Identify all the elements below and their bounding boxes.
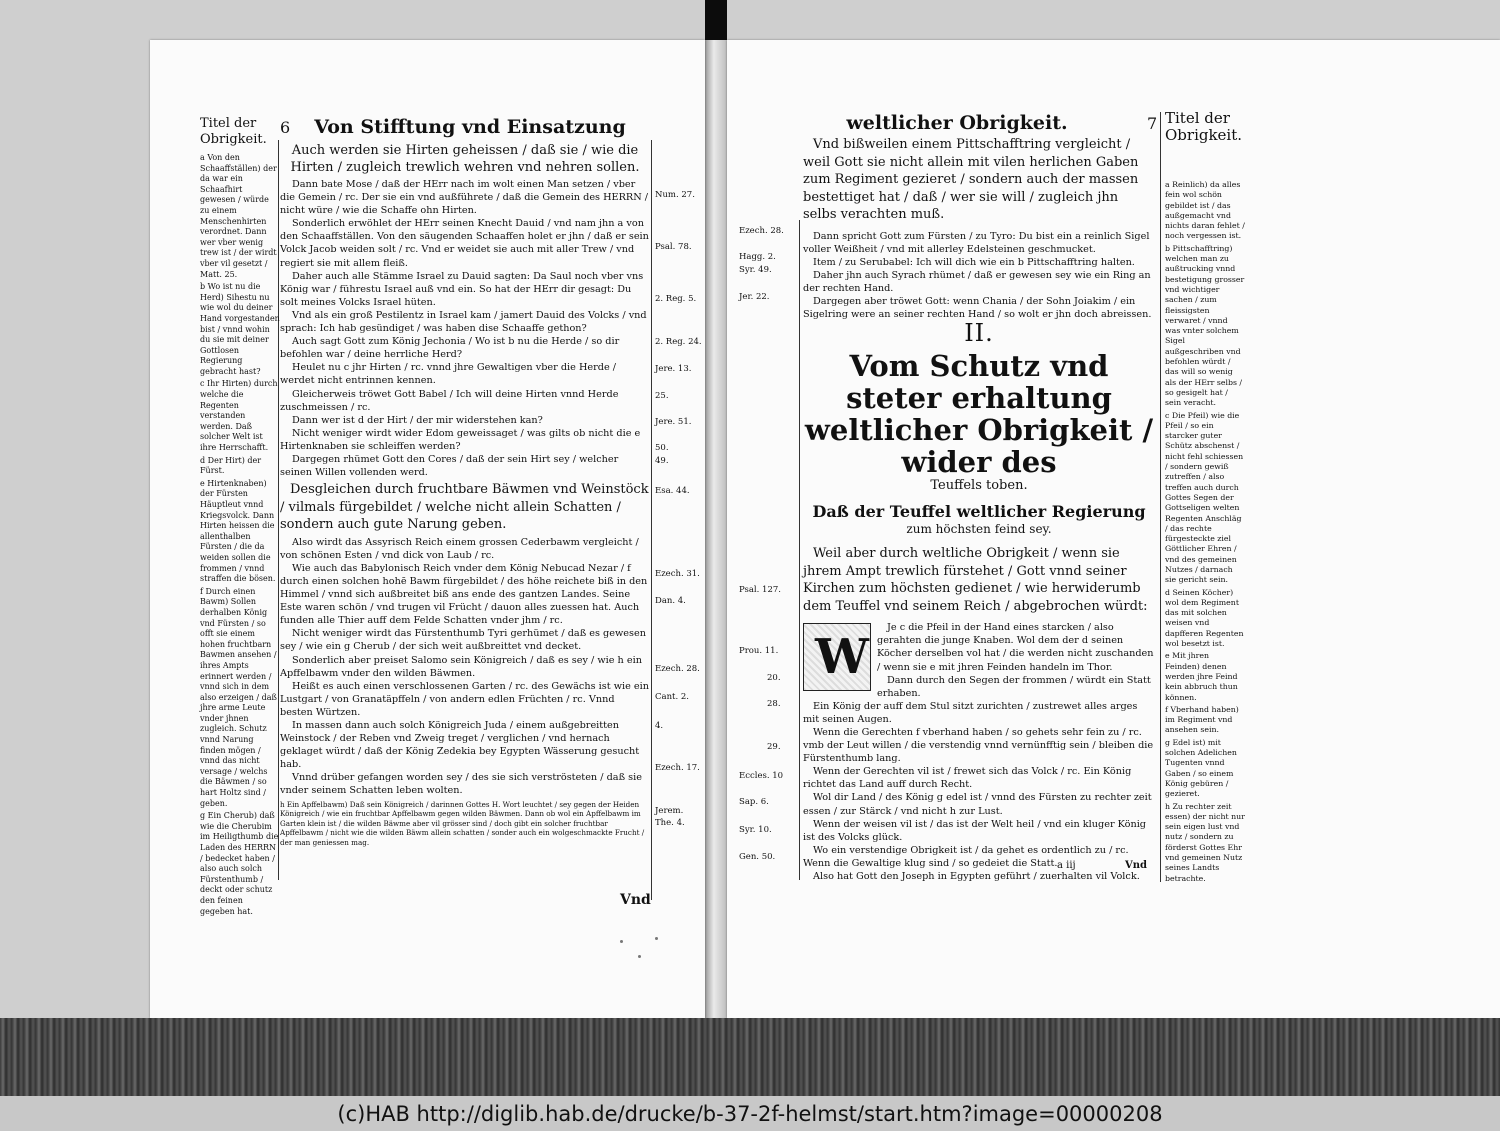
right-page xyxy=(727,40,1500,1018)
scripture-ref: Syr. 49. xyxy=(739,265,772,275)
paragraph: Dargegen rhümet Gott den Cores / daß der sein Hirt sey / welcher seinen Willen vollenden werd. xyxy=(280,453,619,479)
main-text xyxy=(803,136,1155,883)
specks xyxy=(655,937,658,940)
lead-heading: Auch werden sie Hirten geheissen / daß sie / wie die Hirten / zugleich trewlich wehren vnd nehren sollen. xyxy=(290,143,640,175)
scripture-ref: Ezech. 28. xyxy=(739,226,784,236)
scripture-ref: 4. xyxy=(655,721,664,731)
paragraph: Also hat Gott den Joseph in Egypten geführt / zuerhalten vil Volck. xyxy=(813,871,1140,883)
chapter-title-end: Teuffels toben. xyxy=(930,478,1028,494)
paragraph: Heulet nu c jhr Hirten / rc. vnnd jhre Gewaltigen vber die Herde / werdet nicht entrinnen kennen. xyxy=(280,362,617,387)
paragraph: Dargegen aber tröwet Gott: wenn Chania / der Sohn Joiakim / ein Sigelring were an seiner rechten Hand / so wolt er jhn doch abreissen. xyxy=(803,295,1152,321)
dropcap-text: Je c die Pfeil in der Hand eines starcken / also gerahten die junge Knaben. Wol dem der d seinen Köcher derselben vol hat / die werden nicht zuschanden / wenn sie e mit jhren Feinden handeln im Thor. xyxy=(877,622,1154,673)
page-number: 7 xyxy=(1147,114,1158,133)
dropcap-paragraph xyxy=(803,621,1155,685)
margin-notes xyxy=(200,153,280,919)
left-page xyxy=(150,40,705,1018)
footnote: h Ein Apffelbawm) Daß sein Königreich / darinnen Gottes H. Wort leuchtet / sey gegen der Heiden Königreich / wie ein fruchtbar Apffelbawm gegen wilden Bäwmen. Dann ob wol ein Apffelbawm im Garten klein ist / die wilden Bäwme aber vil grösser sind / doch gibt ein solcher fruchtbar Apffelbawm / nicht wie die wilden Bäwm allein schatten / sonder auch ein wolgeschmackte Frucht / der man geniessen mag. xyxy=(280,799,645,847)
book-gutter xyxy=(705,40,727,1018)
margin-note: d Seinen Köcher) wol dem Regiment das mit solchen weisen vnd dapfferen Regenten wol besetzt ist. xyxy=(1165,587,1244,649)
scripture-ref: Cant. 2. xyxy=(655,692,689,702)
right-margin-rule xyxy=(1160,112,1161,882)
margin-note: c Die Pfeil) wie die Pfeil / so ein starcker guter Schütz abschenst / nicht fehl schiessen / sondern gewiß zutreffen / also treffen auch durch Gottes Segen der Gottseligen welten Regenten Anschläg / das rechte fürgesteckte ziel Göttlicher Ehren / vnd des gemeinen Nutzes / darnach sie gericht sein. xyxy=(1165,410,1244,585)
scripture-ref: Esa. 44. xyxy=(655,486,690,496)
ornamental-initial: W xyxy=(803,623,871,691)
margin-note: f Vberhand haben) im Regiment vnd ansehen sein. xyxy=(1165,704,1239,735)
margin-note: e Hirtenknaben) der Fürsten Häuptleut vnnd Kriegsvolck. Dann Hirten heissen die allenthalben Fürsten / die da weiden sollen die frommen / vnnd straffen die bösen. xyxy=(200,478,276,584)
paragraph: Item / zu Serubabel: Ich will dich wie ein b Pittschafftring halten. xyxy=(813,256,1135,268)
margin-note: a Reinlich) da alles fein wol schön gebildet ist / das außgemacht vnd nichts daran fehlet / noch vergessen ist. xyxy=(1165,180,1245,241)
margin-note: e Mit jhren Feinden) denen werden jhre Feind kein abbruch thun können. xyxy=(1165,651,1238,702)
right-margin-rule xyxy=(651,140,652,900)
margin-title: Titel der Obrigkeit. xyxy=(1165,109,1243,144)
margin-note: a Von den Schaaffställen) der da war ein Schaafhirt gewesen / würde zu einem Menschenhirten verordnet. Dann wer vber wenig trew ist / der wirdt vber vil gesetzt / Matt. 25. xyxy=(200,153,277,279)
paragraph: Gleicherweis tröwet Gott Babel / Ich will deine Hirten vnnd Herde zuschmeissen / rc. xyxy=(280,388,619,413)
paragraph: Wenn die Gerechten f vberhand haben / so gehets sehr fein zu / rc. vmb der Leut willen / die verstendig vnnd vernünfftig sein / bleiben die Fürstenthumb lang. xyxy=(803,727,1154,765)
catchword: Vnd xyxy=(620,892,651,908)
scripture-ref: 50. xyxy=(655,443,669,453)
paragraph: Nicht weniger wirdt wider Edom geweissaget / was gilts ob nicht die e Hirtenknaben sie schleiffen werden? xyxy=(280,427,641,452)
margin-note: b Pittschafftring) welchen man zu außtrucking vnnd bestetigung grosser vnd wichtiger sachen / zum fleissigsten verwaret / vnnd was vnter solchem Sigel außgeschriben vnd befohlen würdt / das will so wenig als der HErr selbs / so gesigelt hat / sein veracht. xyxy=(1165,243,1245,408)
scripture-ref: Dan. 4. xyxy=(655,596,686,606)
paragraph: Vnnd drüber gefangen worden sey / des sie sich verströsteten / daß sie vnder seinem Schatten leben wolten. xyxy=(280,772,642,797)
chapter-number: II. xyxy=(964,319,994,348)
scripture-ref: 25. xyxy=(655,391,669,401)
running-header: weltlicher Obrigkeit. xyxy=(846,112,1068,134)
paragraph: Heißt es auch einen verschlossenen Garten / rc. des Gewächs ist wie ein Lustgart / von Granatäpffeln / von andern edlen Früchten / rc. Vnnd besten Würtzen. xyxy=(280,680,649,718)
left-margin-rule xyxy=(799,220,800,880)
scripture-ref: 29. xyxy=(767,742,781,752)
paragraph: Dann bate Mose / daß der HErr nach im wolt einen Man setzen / vber die Gemein / rc. Der sie ein vnd außführete / daß die Gemein des HERRN / nicht würe / wie die Schaffe ohn Hirten. xyxy=(280,179,649,217)
scripture-ref: Jere. 51. xyxy=(655,417,692,427)
page-number: 6 xyxy=(280,118,291,137)
specks xyxy=(638,955,641,958)
scanner-bed xyxy=(0,1018,1500,1096)
paragraph: Wenn der weisen vil ist / das ist der Welt heil / vnd ein kluger König ist des Volcks glück. xyxy=(803,818,1147,843)
scripture-ref: 2. Reg. 5. xyxy=(655,294,697,304)
paragraph: Daher auch alle Stämme Israel zu Dauid sagten: Da Saul noch vber vns König war / führestu Israel auß vnd ein. So hat der HErr dir gesagt: Du solt meines Volcks Israel hüten. xyxy=(280,270,644,308)
intro-paragraph: Weil aber durch weltliche Obrigkeit / wenn sie jhrem Ampt trewlich fürstehet / Gott vnnd seiner Kirchen zum höchsten gedienet / wie herwiderumb dem Teuffel vnd seinem Reich / abgebrochen würdt: xyxy=(803,546,1148,614)
paragraph: Wo ein verstendige Obrigkeit ist / da gehet es ordentlich zu / rc. Wenn die Gewaltige klug sind / so gedeiet die Statt. xyxy=(803,844,1129,869)
scripture-ref: Sap. 6. xyxy=(739,797,769,807)
paragraph: Daher jhn auch Syrach rhümet / daß er gewesen sey wie ein Ring an der rechten Hand. xyxy=(803,269,1151,294)
scripture-ref: Jerem. The. 4. xyxy=(655,806,685,828)
margin-title: Titel der Obrigkeit. xyxy=(200,116,267,147)
paragraph: In massen dann auch solch Königreich Juda / einem außgebreitten Weinstock / der Reben vnd Zweig treget / verglichen / vnd hernach geklaget würdt / daß der König Zedekia bey Egypten Wässerung gesucht hab. xyxy=(280,719,640,771)
scripture-ref: 20. xyxy=(767,673,781,683)
margin-note: g Ein Cherub) daß wie die Cherubim im Heiligthumb die Laden des HERRN / bedecket haben / also auch solch Fürstenthumb / deckt oder schutz den feinen gegeben hat. xyxy=(200,811,279,916)
paragraph: Ein König der auff dem Stul sitzt zurichten / zustrewet alles arges mit seinen Augen. xyxy=(803,700,1138,725)
scripture-ref: Gen. 50. xyxy=(739,852,776,862)
chapter-title: Vom Schutz vnd steter erhaltung weltlicher Obrigkeit / wider des xyxy=(804,349,1154,480)
paragraph: Wol dir Land / des König g edel ist / vnnd des Fürsten zu rechter zeit essen / zur Stärck / vnd nicht h zur Lust. xyxy=(803,792,1152,817)
running-header: Von Stifftung vnd Einsatzung xyxy=(314,116,626,138)
paragraph: Wie auch das Babylonisch Reich vnder dem König Nebucad Nezar / f durch einen solchen hohē Bawm fürgebildet / des höhe reichete biß in den Himmel / vnnd sich außbreitet biß ans ende des gantzen Landes. Seine Este waren schön / vnd trugen vil Frücht / dauon alles zuessen hat. Auch funden alle Thier auff dem Felde Schatten vnder jhm / rc. xyxy=(280,562,648,627)
scripture-ref: Eccles. 10 xyxy=(739,771,784,781)
scripture-ref: Num. 27. xyxy=(655,190,695,200)
catchword: Vnd xyxy=(1125,860,1148,871)
scripture-ref: Jere. 13. xyxy=(655,364,692,374)
signature-mark: a iij xyxy=(1057,860,1076,871)
margin-note: c Ihr Hirten) durch welche die Regenten verstanden werden. Daß solcher Welt ist ihre Herrschafft. xyxy=(200,379,278,453)
paragraph: Sonderlich aber preiset Salomo sein Königreich / daß es sey / wie h ein Apffelbawm vnder den wilden Bäwmen. xyxy=(280,654,642,679)
main-text xyxy=(280,142,650,848)
margin-note: f Durch einen Bawm) Sollen derhalben König vnd Fürsten / so offt sie einem hohen fruchtbarn Bawmen ansehen / ihres Ampts erinnert werden / vnnd sich in dem also erzeigen / daß jhre arme Leute vnder jhnen zugleich. Schutz vnnd Narung finden mögen / vnnd das nicht versage / welchs die Bäwmen / so hart Holtz sind / geben. xyxy=(200,586,277,808)
footer-url[interactable]: (c)HAB http://diglib.hab.de/drucke/b-37-2f-helmst/start.htm?image=00000208 xyxy=(337,1101,1163,1126)
margin-note: g Edel ist) mit solchen Adelichen Tugenten vnnd Gaben / so einem König gebüren / gezieret. xyxy=(1165,737,1237,799)
paragraph: Dann wer ist d der Hirt / der mir widerstehen kan? xyxy=(292,414,543,426)
paragraph: Auch sagt Gott zum König Jechonia / Wo ist b nu die Herde / so dir befohlen war / deine herrliche Herd? xyxy=(280,336,620,361)
scripture-ref: Syr. 10. xyxy=(739,825,772,835)
lead-heading: Vnd bißweilen einem Pittschafftring vergleicht / weil Gott sie nicht allein mit vilen herlichen Gaben zum Regiment gezieret / sondern auch der massen bestettiget hat / daß / wer sie will / zugleich jhn selbs verachten muß. xyxy=(803,137,1139,222)
scripture-ref: 49. xyxy=(655,456,669,466)
margin-notes xyxy=(1165,180,1245,886)
scripture-ref: 28. xyxy=(767,699,781,709)
margin-note: h Zu rechter zeit essen) der nicht nur sein eigen lust vnd nutz / sondern zu förderst Gottes Ehr vnd gemeinen Nutz seines Landts betrachte. xyxy=(1165,801,1245,883)
lead-heading-2: Desgleichen durch fruchtbare Bäwmen vnd Weinstöck / vilmals fürgebildet / welche nicht allein Schatten / sondern auch gute Narung geben. xyxy=(280,482,649,533)
paragraph: Sonderlich erwöhlet der HErr seinen Knecht Dauid / vnd nam jhn a von den Schaaffställen. Von den säugenden Schaaffen holet er jhn / daß er sein Volck Jacob weiden solt / rc. Vnd er weidet sie auch mit aller Trew / vnd regiert sie mit allem fleiß. xyxy=(280,218,649,269)
paragraph: Dann durch den Segen der frommen / würdt ein Statt erhaben. xyxy=(877,674,1151,699)
paragraph: Nicht weniger wirdt das Fürstenthumb Tyri gerhümet / daß es gewesen sey / wie ein g Cherub / der sich weit außbreittet vnd decket. xyxy=(280,628,646,653)
chapter-subtitle-end: zum höchsten feind sey. xyxy=(906,522,1052,537)
scripture-ref: Hagg. 2. xyxy=(739,252,776,262)
scripture-ref: Psal. 127. xyxy=(739,585,781,595)
scripture-ref: Ezech. 17. xyxy=(655,763,700,773)
copyright-footer xyxy=(0,1096,1500,1131)
margin-note: d Der Hirt) der Fürst. xyxy=(200,455,262,476)
scripture-ref: Ezech. 31. xyxy=(655,569,700,579)
scripture-ref: Psal. 78. xyxy=(655,242,692,252)
specks xyxy=(620,940,623,943)
scripture-ref: Prou. 11. xyxy=(739,646,779,656)
scripture-ref: Ezech. 28. xyxy=(655,664,700,674)
binding-shadow xyxy=(705,0,727,40)
paragraph: Dann spricht Gott zum Fürsten / zu Tyro: Du bist ein a reinlich Sigel voller Weißheit / vnd mit allerley Edelsteinen geschmucket. xyxy=(803,230,1150,255)
chapter-subtitle: Daß der Teuffel weltlicher Regierung xyxy=(812,502,1146,522)
scripture-ref: 2. Reg. 24. xyxy=(655,337,702,347)
margin-note: b Wo ist nu die Herd) Sihestu nu wie wol du deiner Hand vorgestanden bist / vnnd wohin du sie mit deiner Gottlosen Regierung gebracht hast? xyxy=(200,282,280,376)
paragraph: Wenn der Gerechten vil ist / frewet sich das Volck / rc. Ein König richtet das Land auff durch Recht. xyxy=(803,766,1132,791)
paragraph: Also wirdt das Assyrisch Reich einem grossen Cederbawm vergleicht / von schönen Esten / vnd dick von Laub / rc. xyxy=(280,536,639,561)
paragraph: Vnd als ein groß Pestilentz in Israel kam / jamert Dauid des Volcks / vnd sprach: Ich hab gesündiget / was haben dise Schaaffe gethon? xyxy=(280,309,647,335)
scripture-ref: Jer. 22. xyxy=(739,292,770,302)
